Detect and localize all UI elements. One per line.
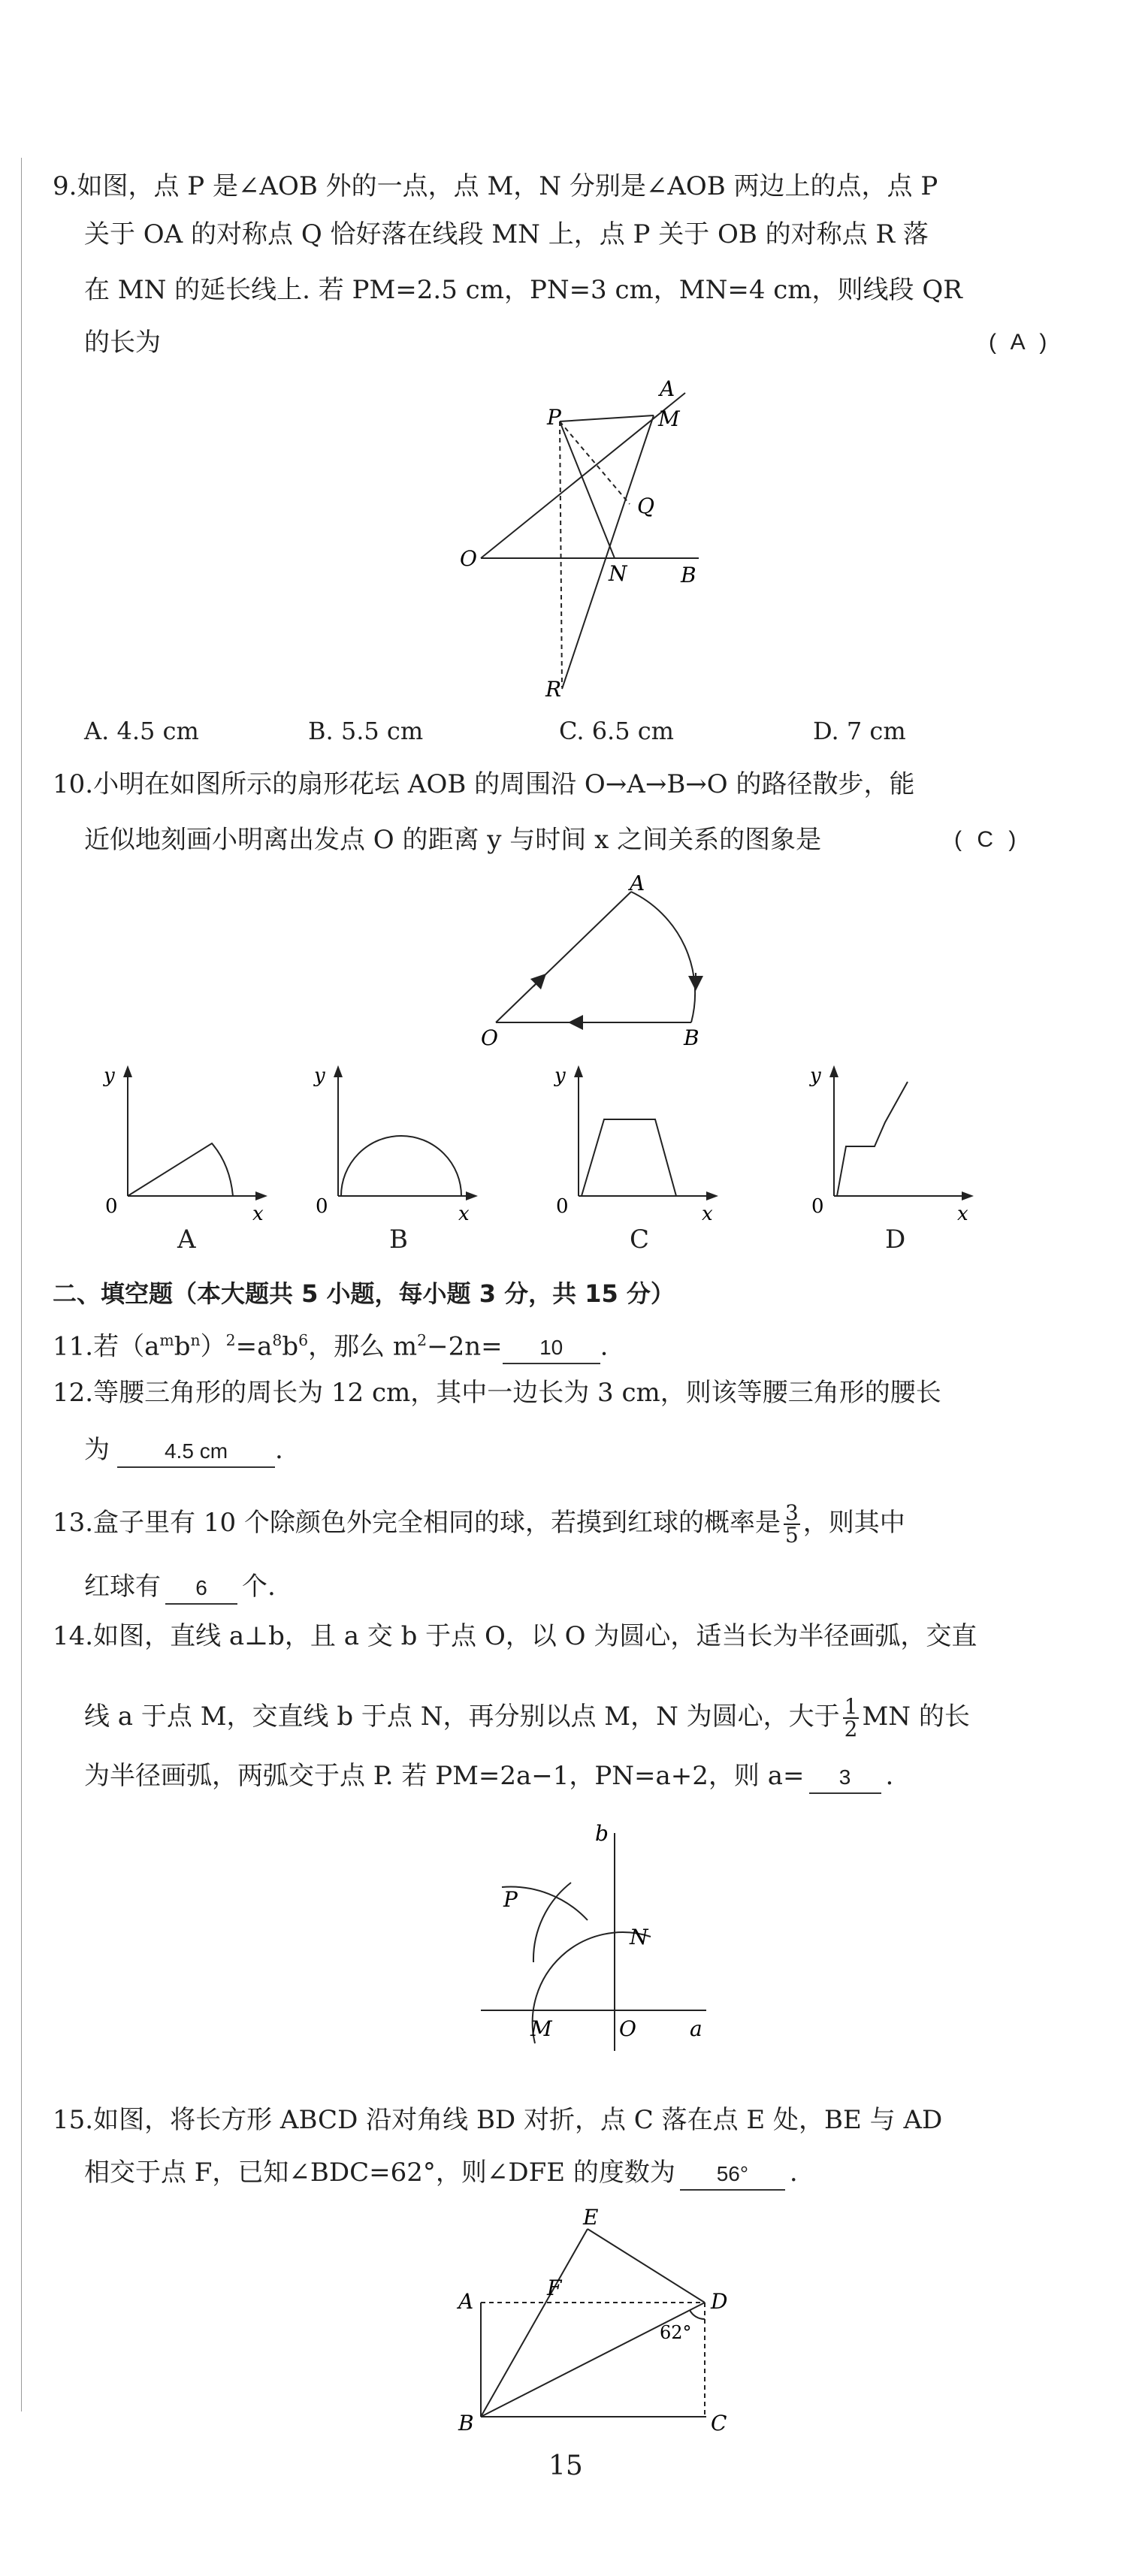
label-F: F bbox=[547, 2276, 562, 2300]
label-M: M bbox=[658, 406, 680, 431]
q9-answer-bracket: ( A ) bbox=[989, 330, 1052, 355]
curve bbox=[582, 1119, 676, 1196]
dash-PQ bbox=[560, 421, 630, 504]
q10-number: 10. bbox=[53, 769, 94, 799]
q10-answer: C bbox=[977, 827, 998, 852]
q10-line2: 近似地刻画小明离出发点 O 的距离 y 与时间 x 之间关系的图象是 bbox=[84, 825, 822, 855]
q14-figure bbox=[473, 1818, 714, 2058]
segment-PN bbox=[560, 421, 615, 558]
graph-label-B: B bbox=[389, 1225, 408, 1255]
label-P: P bbox=[503, 1887, 518, 1912]
ray-OA bbox=[481, 393, 685, 558]
label-O: O bbox=[619, 2016, 636, 2041]
graph-label-D: D bbox=[885, 1225, 906, 1255]
svg-text:y: y bbox=[810, 1065, 821, 1087]
q10-answer-bracket: ( C ) bbox=[954, 827, 1021, 852]
svg-text:0: 0 bbox=[316, 1195, 328, 1218]
segment-ED bbox=[588, 2229, 705, 2303]
segment-BE bbox=[481, 2229, 588, 2417]
label-N: N bbox=[630, 1925, 648, 1949]
svg-text:y: y bbox=[104, 1065, 115, 1087]
curve bbox=[341, 1136, 461, 1196]
label-N: N bbox=[609, 561, 627, 586]
svg-text:0: 0 bbox=[105, 1195, 118, 1218]
q9-figure bbox=[451, 379, 699, 710]
angle-arc bbox=[690, 2310, 705, 2319]
svg-text:x: x bbox=[458, 1203, 470, 1225]
label-C: C bbox=[711, 2411, 727, 2436]
segment-PM bbox=[560, 415, 654, 421]
label-b: b bbox=[595, 1821, 609, 1846]
q14-line3: 为半径画弧，两弧交于点 P. 若 PM=2a−1，PN=a+2，则 a= 3 . bbox=[84, 1761, 893, 1794]
q9-line3: 在 MN 的延长线上. 若 PM=2.5 cm，PN=3 cm，MN=4 cm，则线段 QR bbox=[84, 275, 962, 305]
arc-AB bbox=[631, 892, 695, 1022]
label-A: A bbox=[630, 875, 645, 895]
curve bbox=[128, 1143, 233, 1196]
diagonal-BD bbox=[481, 2303, 705, 2417]
q10-text-1: 小明在如图所示的扇形花坛 AOB 的周围沿 O→A→B→O 的路径散步，能 bbox=[93, 769, 915, 799]
q10-graph-C bbox=[548, 1059, 736, 1225]
label-B: B bbox=[681, 563, 696, 587]
q9-line1 bbox=[53, 171, 938, 201]
q10-line1 bbox=[53, 769, 914, 799]
q9-text-1: 如图，点 P 是∠AOB 外的一点，点 M，N 分别是∠AOB 两边上的点，点 P bbox=[77, 171, 938, 201]
q12-line1: 12.等腰三角形的周长为 12 cm，其中一边长为 3 cm，则该等腰三角形的腰长 bbox=[53, 1378, 941, 1408]
radius-OA bbox=[496, 892, 631, 1022]
label-angle: 62° bbox=[660, 2322, 692, 2343]
q11-answer: 10 bbox=[503, 1333, 600, 1364]
page-number: 15 bbox=[548, 2451, 583, 2481]
label-A: A bbox=[660, 379, 675, 401]
label-E: E bbox=[583, 2205, 599, 2230]
q14-line1: 14.如图，直线 a⊥b，且 a 交 b 于点 O，以 O 为圆心，适当长为半径画弧，交直 bbox=[53, 1621, 977, 1651]
dash-PR bbox=[560, 421, 562, 687]
q12-line2: 为 4.5 cm . bbox=[84, 1435, 283, 1468]
label-a: a bbox=[690, 2016, 702, 2041]
svg-text:x: x bbox=[252, 1203, 264, 1225]
label-O: O bbox=[481, 1025, 498, 1050]
q9-number: 9. bbox=[53, 171, 77, 201]
q11-line: 11.若$(a^mb^n)^2=a^8b^6$，那么 $m^2-2n= 10$ . bbox=[53, 1325, 608, 1364]
svg-text:y: y bbox=[314, 1065, 325, 1087]
q9-option-B: B. 5.5 cm bbox=[308, 717, 424, 745]
q15-figure bbox=[451, 2205, 751, 2438]
q10-sector-figure bbox=[481, 875, 721, 1055]
q9-answer: A bbox=[1010, 330, 1029, 355]
q9-option-A: A. 4.5 cm bbox=[84, 717, 199, 745]
q9-option-C: C. 6.5 cm bbox=[559, 717, 675, 745]
q9-option-D: D. 7 cm bbox=[813, 717, 906, 745]
q9-line4: 的长为 bbox=[84, 328, 161, 358]
q12-answer: 4.5 cm bbox=[117, 1436, 275, 1468]
q13-fraction: $\frac{3}{5}$ bbox=[784, 1500, 799, 1548]
label-B: B bbox=[684, 1025, 699, 1050]
segment-MR bbox=[562, 415, 654, 689]
label-Q: Q bbox=[637, 494, 654, 518]
q13-answer: 6 bbox=[165, 1573, 237, 1605]
q14-line2: 线 a 于点 M，交直线 b 于点 N，再分别以点 M，N 为圆心，大于 $\frac{1}{2}$ MN 的长 bbox=[84, 1694, 970, 1741]
q13-line1: 13.盒子里有 10 个除颜色外完全相同的球，若摸到红球的概率是 $\frac{3}{5}$ ，则其中 bbox=[53, 1500, 905, 1548]
q10-graph-A bbox=[98, 1059, 286, 1225]
arrow-OA bbox=[533, 979, 541, 986]
label-B: B bbox=[458, 2411, 474, 2436]
q15-line2: 相交于点 F，已知∠BDC=62°，则∠DFE 的度数为 56° . bbox=[84, 2158, 798, 2191]
margin-line bbox=[21, 158, 22, 2411]
svg-text:y: y bbox=[554, 1065, 566, 1087]
label-M: M bbox=[530, 2016, 552, 2041]
graph-label-C: C bbox=[630, 1225, 650, 1255]
svg-text:x: x bbox=[702, 1203, 713, 1225]
label-A: A bbox=[458, 2289, 474, 2314]
label-P: P bbox=[547, 405, 561, 430]
graph-label-A: A bbox=[177, 1225, 196, 1255]
q15-answer: 56° bbox=[680, 2159, 785, 2191]
svg-text:0: 0 bbox=[556, 1195, 569, 1218]
svg-text:x: x bbox=[957, 1203, 968, 1225]
q10-graph-D bbox=[804, 1059, 992, 1225]
section2-title: 二、填空题（本大题共 5 小题，每小题 3 分，共 15 分） bbox=[53, 1279, 675, 1308]
q9-line2: 关于 OA 的对称点 Q 恰好落在线段 MN 上，点 P 关于 OB 的对称点 R 落 bbox=[84, 219, 929, 249]
label-R: R bbox=[545, 677, 562, 702]
q13-line2: 红球有 6 个. bbox=[84, 1572, 276, 1605]
q15-line1: 15.如图，将长方形 ABCD 沿对角线 BD 对折，点 C 落在点 E 处，BE 与 AD bbox=[53, 2105, 943, 2135]
label-D: D bbox=[711, 2289, 728, 2314]
q14-answer: 3 bbox=[809, 1762, 881, 1794]
q10-graph-B bbox=[308, 1059, 496, 1225]
svg-text:0: 0 bbox=[811, 1195, 824, 1218]
q14-fraction: $\frac{1}{2}$ bbox=[844, 1694, 858, 1741]
label-O: O bbox=[460, 546, 477, 571]
curve bbox=[837, 1082, 908, 1196]
